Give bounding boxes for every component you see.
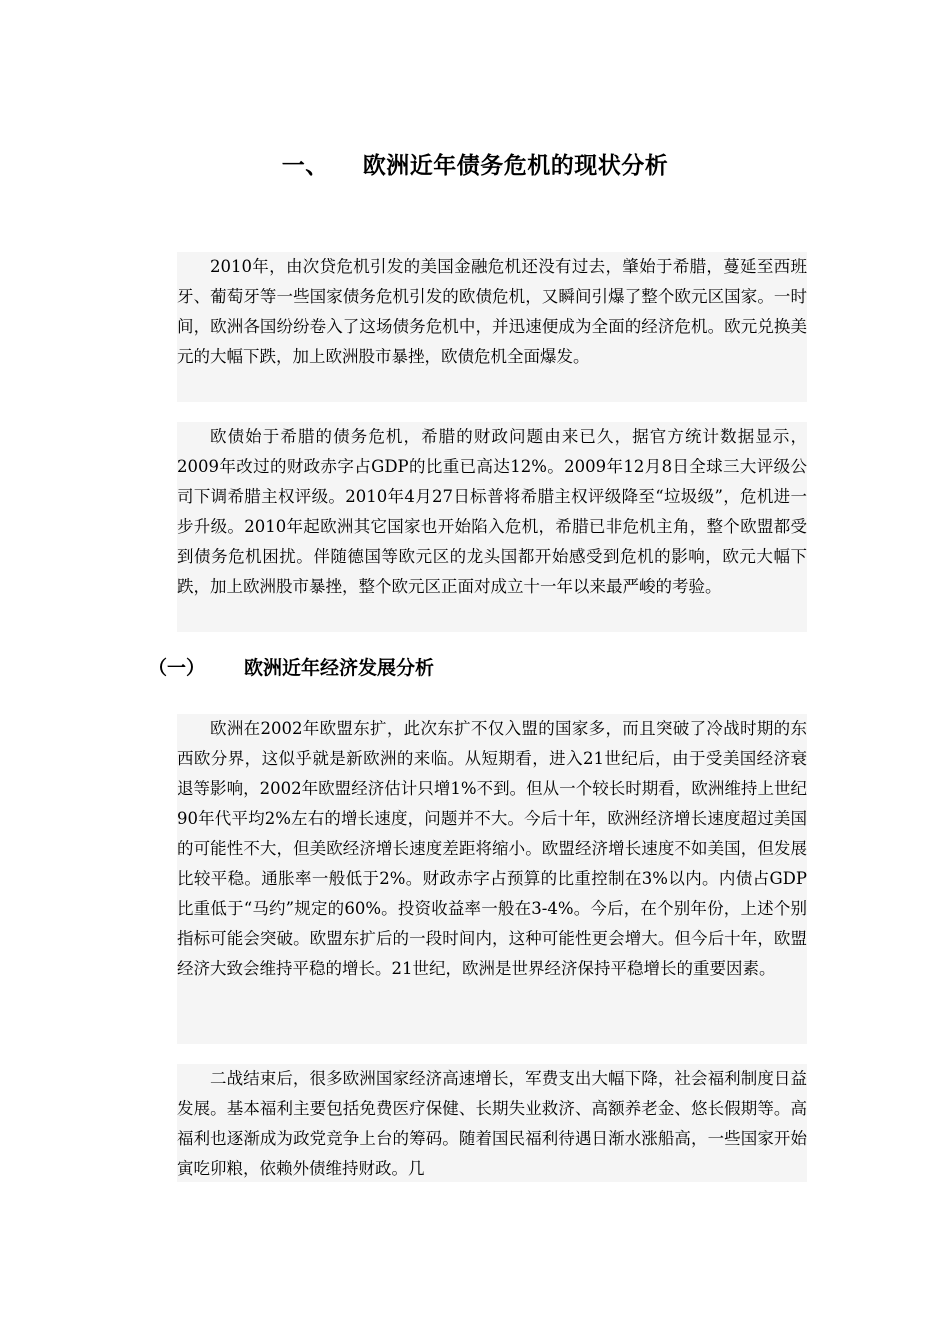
paragraph: 2010年，由次贷危机引发的美国金融危机还没有过去，肇始于希腊，蔓延至西班牙、葡萄牙等一些国家债务危机引发的欧债危机，又瞬间引爆了整个欧元区国家。一时间，欧洲各国纷纷卷入了这场债务危机中，并迅速便成为全面的经济危机。欧元兑换美元的大幅下跌，加上欧洲股市暴挫，欧债危机全面爆发。	[177, 252, 807, 402]
section-heading	[0, 148, 950, 184]
subsection-number: （一）	[148, 657, 206, 679]
paragraph: 欧洲在2002年欧盟东扩，此次东扩不仅入盟的国家多，而且突破了冷战时期的东西欧分界，这似乎就是新欧洲的来临。从短期看，进入21世纪后，由于受美国经济衰退等影响，2002年欧盟经济估计只增1%不到。但从一个较长时期看，欧洲维持上世纪90年代平均2%左右的增长速度，问题并不大。今后十年，欧洲经济增长速度超过美国的可能性不大，但美欧经济增长速度差距将缩小。欧盟经济增长速度不如美国，但发展比较平稳。通胀率一般低于2%。财政赤字占预算的比重控制在3%以内。内债占GDP比重低于“马约”规定的60%。投资收益率一般在3-4%。今后，在个别年份，上述个别指标可能会突破。欧盟东扩后的一段时间内，这种可能性更会增大。但今后十年，欧盟经济大致会维持平稳的增长。21世纪，欧洲是世界经济保持平稳增长的重要因素。	[177, 714, 807, 1044]
paragraph: 欧债始于希腊的债务危机，希腊的财政问题由来已久，据官方统计数据显示，2009年改过的财政赤字占GDP的比重已高达12%。2009年12月8日全球三大评级公司下调希腊主权评级。2010年4月27日标普将希腊主权评级降至“垃圾级”，危机进一步升级。2010年起欧洲其它国家也开始陷入危机，希腊已非危机主角，整个欧盟都受到债务危机困扰。伴随德国等欧元区的龙头国都开始感受到危机的影响，欧元大幅下跌，加上欧洲股市暴挫，整个欧元区正面对成立十一年以来最严峻的考验。	[177, 422, 807, 632]
section-title: 欧洲近年债务危机的现状分析	[362, 153, 669, 179]
subsection-heading	[148, 652, 434, 684]
subsection-title: 欧洲近年经济发展分析	[244, 657, 435, 679]
section-number: 一、	[281, 153, 329, 179]
paragraph: 二战结束后，很多欧洲国家经济高速增长，军费支出大幅下降，社会福利制度日益发展。基本福利主要包括免费医疗保健、长期失业救济、高额养老金、悠长假期等。高福利也逐渐成为政党竞争上台的筹码。随着国民福利待遇日渐水涨船高，一些国家开始寅吃卯粮，依赖外债维持财政。几	[177, 1064, 807, 1182]
